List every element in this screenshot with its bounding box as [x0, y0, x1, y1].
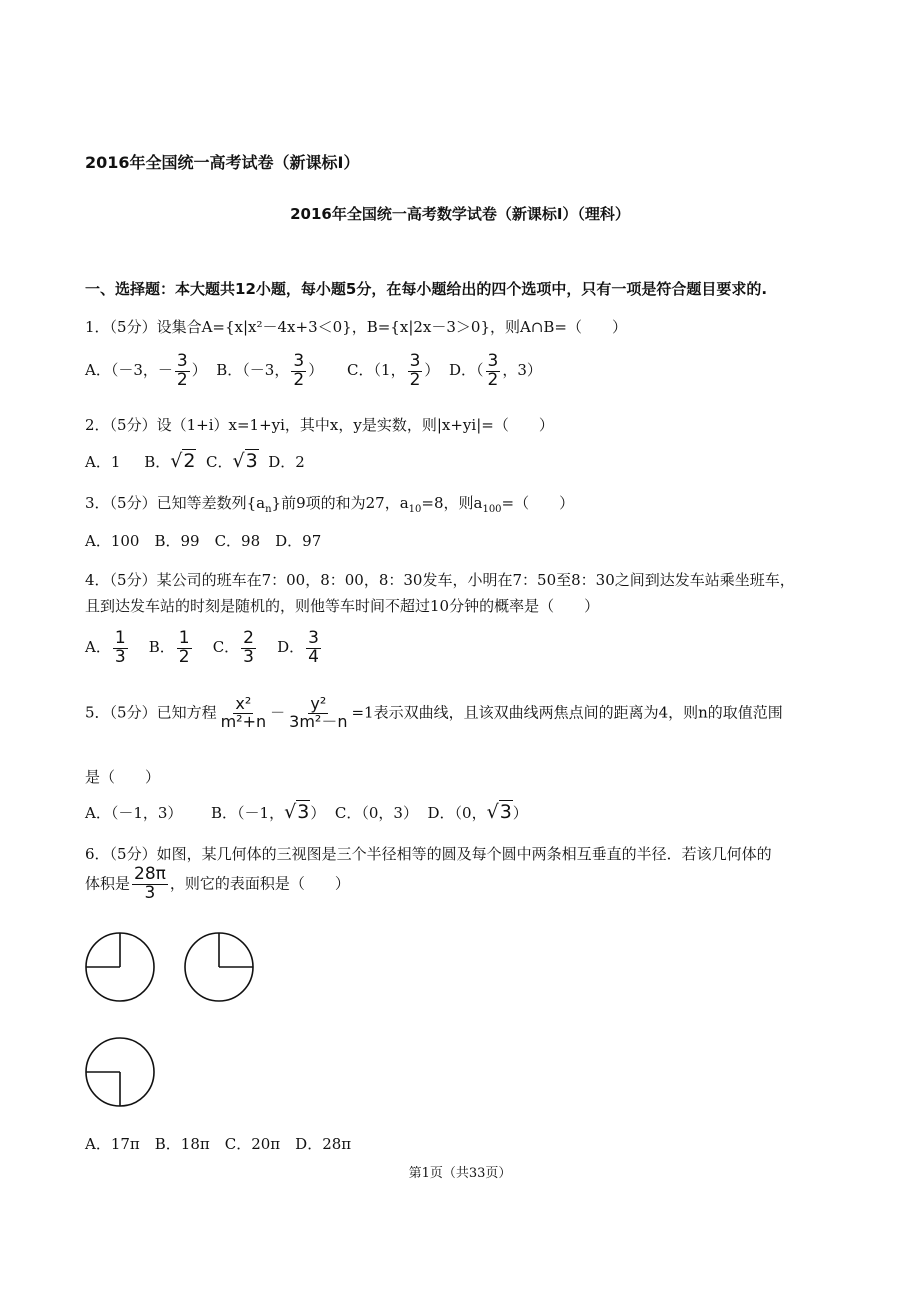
side-view-circle [185, 933, 253, 1001]
q5-option-b: B．（－1，√3） [211, 801, 326, 823]
q5-option-c: C．（0，3） [334, 804, 418, 822]
question-6-options: A．17π B．18π C．20π D．28π [85, 1135, 352, 1153]
question-3-stem: 3．（5分）已知等差数列$\{a_n\}$前9项的和为27，$a_{10}=8$，则$a_{100}=$（ ） [85, 494, 575, 515]
question-6-stem-line1: 6．（5分）如图，某几何体的三视图是三个半径相等的圆及每个圆中两条相互垂直的半径．若该几何体的 [85, 845, 772, 863]
q4-option-b: B． $\frac{1}{2}$ [148, 628, 190, 667]
q2-option-b: B．√2 [144, 450, 196, 472]
question-5-stem-line2: 是（ ） [85, 768, 161, 786]
question-6-stem-line2: 体积是 $\frac{28\pi}{3}$ ，则它的表面积是（ ） [85, 864, 350, 903]
q1-option-d: D．（ $\frac{3}{2}$ ，3） [448, 351, 542, 390]
question-5-options [85, 801, 528, 823]
section-heading: 一、选择题：本大题共12小题，每小题5分，在每小题给出的四个选项中，只有一项是符合题目要求的. [85, 280, 768, 298]
q5-option-d: D．（0，√3） [427, 801, 528, 823]
q1-option-a: A．（－3，－ $\frac{3}{2}$ ） [85, 351, 207, 390]
front-view-circle [86, 933, 154, 1001]
q4-option-a: A． $\frac{1}{3}$ [85, 628, 126, 667]
question-1-stem: 1．（5分）设集合A={x|x²－4x+3＜0}，B={x|2x－3＞0}，则A∩B=（ ） [85, 318, 627, 336]
q1-option-c: C．（1， $\frac{3}{2}$ ） [347, 351, 440, 390]
question-4-options [85, 630, 323, 667]
q5-fraction-y: $\frac{\text{y²}}{\text{3m²－n}}$ [289, 694, 348, 731]
question-2-stem: 2．（5分）设（1+i）x=1+yi，其中x，y是实数，则|x+yi|=（ ） [85, 416, 554, 434]
q1-option-b: B．（－3， $\frac{3}{2}$ ） [216, 351, 324, 390]
three-view-figure [80, 930, 260, 1110]
q4-option-c: C． $\frac{2}{3}$ [212, 628, 254, 667]
q5-option-a: A．（－1，3） [85, 804, 183, 822]
q2-option-a: A．1 [85, 453, 121, 471]
top-view-circle [86, 1038, 154, 1106]
question-2-options [85, 450, 305, 472]
question-5-stem: 5．（5分）已知方程 $\frac{\text{x²}}{\text{m²+n}}$ － $\frac{\text{y²}}{\text{3m²－n}}$ =1表示双曲线，且该双曲线两焦点间的距离为4，则n的取值范围 [85, 694, 783, 731]
q5-fraction-x: $\frac{\text{x²}}{\text{m²+n}}$ [220, 694, 267, 731]
question-3-options: A．100 B．99 C．98 D．97 [85, 532, 322, 550]
q2-option-c: C．√3 [206, 450, 258, 472]
q4-option-d: D． $\frac{3}{4}$ [277, 628, 319, 667]
q2-option-d: D．2 [268, 453, 305, 471]
question-1-options [85, 353, 542, 390]
page-footer: 第1页（共33页） [408, 1166, 512, 1181]
doc-title: 2016年全国统一高考试卷（新课标Ⅰ） [85, 153, 360, 172]
paper-title: 2016年全国统一高考数学试卷（新课标Ⅰ）（理科） [290, 205, 630, 223]
question-4-stem-line2: 且到达发车站的时刻是随机的，则他等车时间不超过10分钟的概率是（ ） [85, 597, 600, 615]
question-4-stem-line1: 4．（5分）某公司的班车在7：00，8：00，8：30发车，小明在7：50至8：30之间到达发车站乘坐班车， [85, 571, 795, 589]
